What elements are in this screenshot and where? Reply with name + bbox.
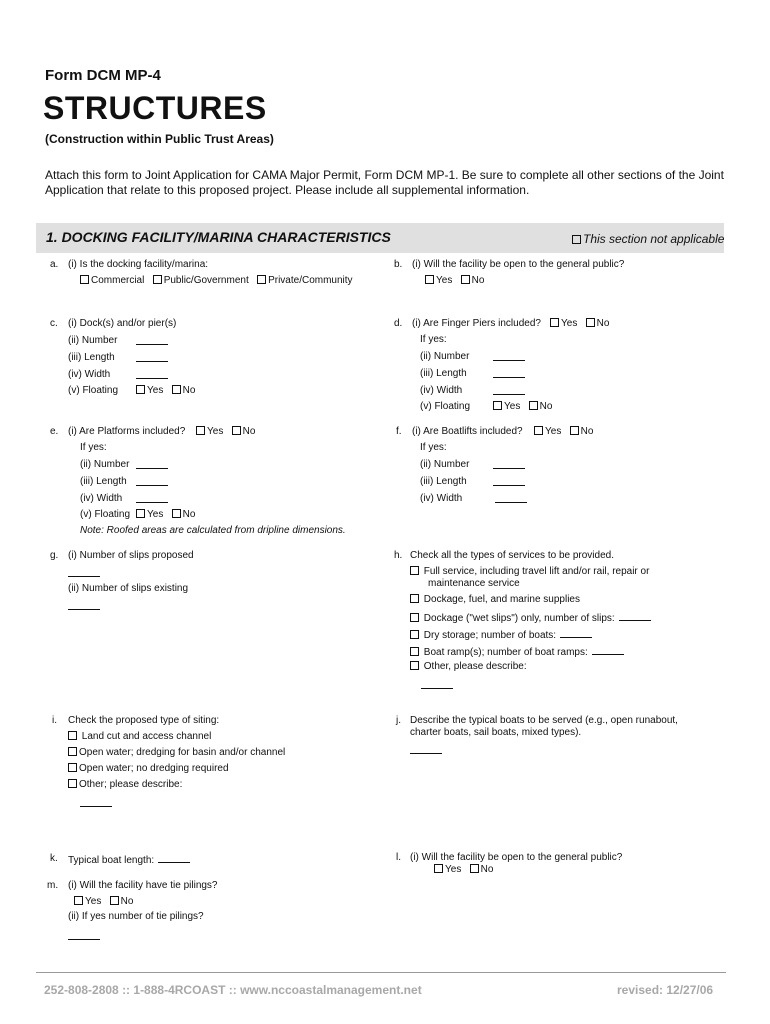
d-number-blank[interactable] <box>493 351 525 365</box>
l-no-label: No <box>480 864 494 875</box>
h-wet-slips-label: Dockage ("wet slips") only, number of slips: <box>423 613 615 624</box>
f-length-label: (iii) Length <box>420 476 467 487</box>
question-c-text: (i) Dock(s) and/or pier(s) <box>68 318 177 329</box>
k-boat-length-blank[interactable] <box>158 853 190 863</box>
intro-text: Attach this form to Joint Application for CAMA Major Permit, Form DCM MP-1. Be sure to complete all other sections of the Joint Application that relate to this proposed project. Please include all supplemental information. <box>45 168 724 197</box>
i-option-open-water-dredging <box>68 747 285 759</box>
m-ii-text: (ii) If yes number of tie pilings? <box>68 911 204 922</box>
g-existing-blank[interactable] <box>68 600 100 614</box>
footer-divider <box>36 972 726 973</box>
question-i-letter: i. <box>52 715 57 726</box>
d-length-blank[interactable] <box>493 368 525 382</box>
c-floating-options <box>136 385 195 397</box>
f-number-blank[interactable] <box>493 459 525 473</box>
c-floating-label: (v) Floating <box>68 385 119 396</box>
e-number-blank[interactable] <box>136 459 168 473</box>
question-g-letter: g. <box>50 550 59 561</box>
question-b-letter: b. <box>394 259 403 270</box>
question-m-letter: m. <box>47 880 59 891</box>
d-no-checkbox[interactable] <box>586 318 595 327</box>
m-no-checkbox[interactable] <box>110 896 119 905</box>
i-other-checkbox[interactable] <box>68 779 77 788</box>
question-e-letter: e. <box>50 426 59 437</box>
i-open-water-dredging-label: Open water; dredging for basin and/or channel <box>79 747 286 758</box>
f-options <box>534 426 593 438</box>
question-l-letter: l. <box>396 852 401 863</box>
d-floating-no-label: No <box>539 401 553 412</box>
d-width-blank[interactable] <box>493 385 525 399</box>
d-options <box>550 318 609 330</box>
question-f-letter: f. <box>396 426 402 437</box>
h-full-service-checkbox[interactable] <box>410 566 419 575</box>
public-government-checkbox[interactable] <box>153 275 162 284</box>
question-d-text: (i) Are Finger Piers included? <box>412 318 541 329</box>
e-options <box>196 426 255 438</box>
c-floating-yes-checkbox[interactable] <box>136 385 145 394</box>
l-no-checkbox[interactable] <box>470 864 479 873</box>
e-if-yes: If yes: <box>80 442 107 453</box>
e-width-label: (iv) Width <box>80 493 123 504</box>
question-j-letter: j. <box>396 715 401 726</box>
e-yes-checkbox[interactable] <box>196 426 205 435</box>
question-k-letter: k. <box>50 853 58 864</box>
section-title: 1. DOCKING FACILITY/MARINA CHARACTERISTICS <box>46 229 391 245</box>
i-option-other <box>68 779 182 791</box>
h-option-other <box>410 661 527 673</box>
b-yes-checkbox[interactable] <box>425 275 434 284</box>
e-floating-label: (v) Floating <box>80 509 131 520</box>
question-a-text: (i) Is the docking facility/marina: <box>68 259 209 270</box>
c-width-blank[interactable] <box>136 369 168 383</box>
question-g-text: (i) Number of slips proposed <box>68 550 194 561</box>
d-number-label: (ii) Number <box>420 351 470 362</box>
not-applicable-checkbox[interactable] <box>572 235 581 244</box>
c-number-label: (ii) Number <box>68 335 118 346</box>
private-community-label: Private/Community <box>268 275 353 286</box>
e-floating-yes-label: Yes <box>147 509 164 520</box>
h-option-dry-storage <box>410 628 592 642</box>
i-other-blank[interactable] <box>80 797 112 811</box>
question-m-text: (i) Will the facility have tie pilings? <box>68 880 218 891</box>
d-floating-options <box>493 401 552 413</box>
e-number-label: (ii) Number <box>80 459 130 470</box>
e-floating-no-label: No <box>182 509 196 520</box>
question-i-text: Check the proposed type of siting: <box>68 715 220 726</box>
h-wet-slips-checkbox[interactable] <box>410 613 419 622</box>
question-k-text: Typical boat length: <box>68 855 155 866</box>
commercial-checkbox[interactable] <box>80 275 89 284</box>
m-yes-checkbox[interactable] <box>74 896 83 905</box>
d-length-label: (iii) Length <box>420 368 467 379</box>
b-yes-label: Yes <box>436 275 453 286</box>
h-boat-ramps-checkbox[interactable] <box>410 647 419 656</box>
c-floating-yes-label: Yes <box>147 385 164 396</box>
public-government-label: Public/Government <box>163 275 249 286</box>
d-width-label: (iv) Width <box>420 385 463 396</box>
m-options <box>74 896 133 908</box>
d-no-label: No <box>596 318 610 329</box>
d-if-yes: If yes: <box>420 334 447 345</box>
c-width-label: (iv) Width <box>68 369 111 380</box>
form-number: Form DCM MP-4 <box>45 67 161 84</box>
b-no-checkbox[interactable] <box>461 275 470 284</box>
g-proposed-blank[interactable] <box>68 567 100 581</box>
e-yes-label: Yes <box>207 426 224 437</box>
l-yes-label: Yes <box>445 864 462 875</box>
g-existing-label: (ii) Number of slips existing <box>68 583 189 594</box>
i-option-open-water-no-dredging <box>68 763 229 775</box>
question-b-text: (i) Will the facility be open to the general public? <box>412 259 625 270</box>
d-floating-yes-checkbox[interactable] <box>493 401 502 410</box>
question-k-row <box>68 853 190 867</box>
h-other-checkbox[interactable] <box>410 661 419 670</box>
d-yes-checkbox[interactable] <box>550 318 559 327</box>
question-d-letter: d. <box>394 318 403 329</box>
e-floating-yes-checkbox[interactable] <box>136 509 145 518</box>
h-option-wet-slips <box>410 611 651 625</box>
f-no-label: No <box>580 426 594 437</box>
section-not-applicable[interactable] <box>572 232 724 246</box>
h-option-full-service <box>410 566 649 578</box>
page-subtitle: (Construction within Public Trust Areas) <box>45 132 274 146</box>
commercial-label: Commercial <box>91 275 145 286</box>
d-floating-no-checkbox[interactable] <box>529 401 538 410</box>
question-l-text: (i) Will the facility be open to the general public? <box>410 852 623 863</box>
question-f-text: (i) Are Boatlifts included? <box>412 426 523 437</box>
question-c-letter: c. <box>50 318 58 329</box>
page-title: STRUCTURES <box>43 90 267 126</box>
h-other-blank[interactable] <box>421 679 453 693</box>
e-no-checkbox[interactable] <box>232 426 241 435</box>
i-land-cut-label: Land cut and access channel <box>79 731 212 742</box>
question-a-options <box>80 275 353 287</box>
h-option-boat-ramps <box>410 645 624 659</box>
i-other-label: Other; please describe: <box>79 779 183 790</box>
h-dry-storage-checkbox[interactable] <box>410 630 419 639</box>
d-floating-yes-label: Yes <box>504 401 521 412</box>
h-wet-slips-blank[interactable] <box>619 611 651 621</box>
f-length-blank[interactable] <box>493 476 525 490</box>
j-blank[interactable] <box>410 744 442 758</box>
e-length-blank[interactable] <box>136 476 168 490</box>
f-number-label: (ii) Number <box>420 459 470 470</box>
h-boat-ramps-label: Boat ramp(s); number of boat ramps: <box>423 647 588 658</box>
h-option-dockage-fuel <box>410 594 580 606</box>
l-options <box>434 864 493 876</box>
h-dry-storage-label: Dry storage; number of boats: <box>423 630 557 641</box>
e-width-blank[interactable] <box>136 493 168 507</box>
h-dry-storage-blank[interactable] <box>560 628 592 638</box>
f-yes-label: Yes <box>545 426 562 437</box>
i-open-water-no-dredging-checkbox[interactable] <box>68 763 77 772</box>
h-full-service-label: Full service, including travel lift and/or rail, repair or <box>423 566 650 577</box>
e-floating-no-checkbox[interactable] <box>172 509 181 518</box>
c-length-blank[interactable] <box>136 352 168 366</box>
i-land-cut-checkbox[interactable] <box>68 731 77 740</box>
d-yes-label: Yes <box>561 318 578 329</box>
c-length-label: (iii) Length <box>68 352 115 363</box>
question-e-text: (i) Are Platforms included? <box>68 426 186 437</box>
h-other-label: Other, please describe: <box>423 661 527 672</box>
l-yes-checkbox[interactable] <box>434 864 443 873</box>
e-no-label: No <box>242 426 256 437</box>
c-number-blank[interactable] <box>136 335 168 349</box>
h-dockage-fuel-checkbox[interactable] <box>410 594 419 603</box>
f-if-yes: If yes: <box>420 442 447 453</box>
i-open-water-no-dredging-label: Open water; no dredging required <box>79 763 229 774</box>
private-community-checkbox[interactable] <box>257 275 266 284</box>
i-open-water-dredging-checkbox[interactable] <box>68 747 77 756</box>
d-floating-label: (v) Floating <box>420 401 471 412</box>
m-no-label: No <box>120 896 134 907</box>
question-h-text: Check all the types of services to be provided. <box>410 550 614 561</box>
h-dockage-fuel-label: Dockage, fuel, and marine supplies <box>423 594 580 605</box>
h-boat-ramps-blank[interactable] <box>592 645 624 655</box>
question-j-text-line2: charter boats, sail boats, mixed types). <box>410 727 582 738</box>
f-width-blank[interactable] <box>495 493 527 507</box>
e-length-label: (iii) Length <box>80 476 127 487</box>
footer-contact: 252-808-2808 :: 1-888-4RCOAST :: www.nccoastalmanagement.net <box>44 983 422 997</box>
e-floating-options <box>136 509 195 521</box>
h-full-service-label-line2: maintenance service <box>428 578 520 589</box>
m-tie-pilings-blank[interactable] <box>68 930 100 944</box>
f-no-checkbox[interactable] <box>570 426 579 435</box>
i-option-land-cut <box>68 731 211 743</box>
m-yes-label: Yes <box>85 896 102 907</box>
b-no-label: No <box>471 275 485 286</box>
question-a-letter: a. <box>50 259 59 270</box>
footer-revised: revised: 12/27/06 <box>617 983 714 997</box>
f-width-label: (iv) Width <box>420 493 463 504</box>
c-number-row <box>68 335 117 347</box>
question-h-letter: h. <box>394 550 403 561</box>
not-applicable-label: This section not applicable <box>583 232 725 246</box>
c-floating-no-checkbox[interactable] <box>172 385 181 394</box>
c-floating-no-label: No <box>182 385 196 396</box>
e-note: Note: Roofed areas are calculated from dripline dimensions. <box>80 525 346 536</box>
f-yes-checkbox[interactable] <box>534 426 543 435</box>
question-j-text-line1: Describe the typical boats to be served (e.g., open runabout, <box>410 715 678 726</box>
question-b-options <box>425 275 484 287</box>
